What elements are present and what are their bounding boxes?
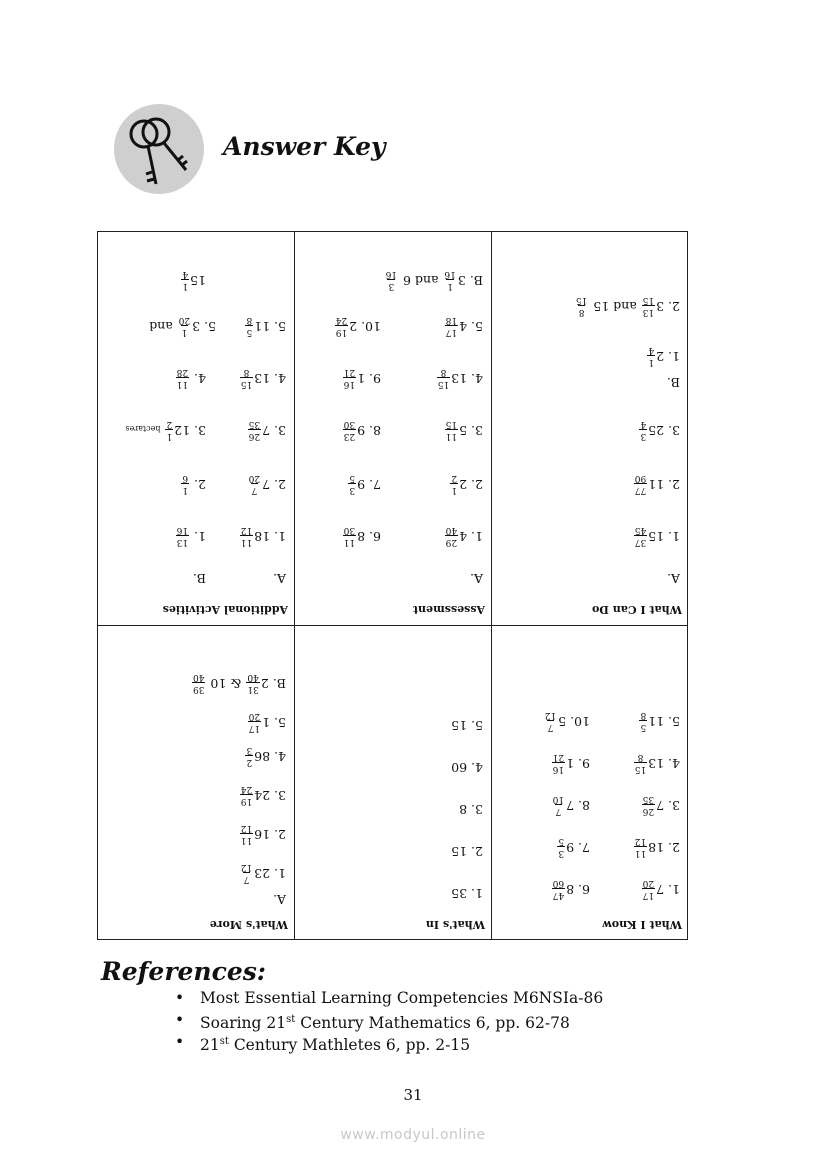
answer-text: A.	[272, 571, 286, 586]
numerator: 23	[343, 431, 356, 441]
answer-text: and 15	[593, 299, 637, 314]
answer-text: A.	[272, 892, 286, 907]
cell-header: Additional Activities	[162, 603, 288, 616]
denominator: 4	[648, 345, 655, 355]
answer-text: 2. 2	[459, 477, 483, 492]
numerator: 16	[343, 379, 356, 389]
fraction	[343, 367, 356, 388]
fraction	[634, 525, 647, 546]
answer-text: 6. 8	[357, 529, 381, 544]
answer-item	[247, 473, 286, 494]
numerator: 7	[547, 722, 554, 732]
answer-text: 2. 16	[254, 827, 286, 842]
answer-text: B.	[192, 571, 206, 586]
answer-text: 3. 25	[648, 423, 680, 438]
numerator: 5	[246, 327, 253, 337]
numerator: 13	[642, 307, 655, 317]
answer-text: 4. 86	[254, 749, 286, 764]
denominator: 40	[193, 672, 205, 682]
answer-item	[175, 525, 206, 546]
answer-item	[646, 345, 680, 366]
fraction	[552, 752, 565, 773]
answer-text: 1. 7	[656, 882, 680, 897]
denominator: 12	[240, 862, 253, 872]
numerator: 3	[640, 431, 647, 441]
answer-text: 7. 9	[357, 477, 381, 492]
answer-text: 5. 3	[192, 319, 216, 334]
answer-item	[436, 367, 483, 388]
answer-item	[451, 761, 483, 774]
numerator: 7	[251, 485, 258, 495]
numerator: 1	[648, 357, 655, 367]
fraction	[552, 794, 565, 815]
numerator: 19	[335, 327, 348, 337]
answer-text: B.	[666, 375, 680, 390]
answer-item	[384, 269, 483, 290]
answer-text: & 10	[210, 676, 242, 691]
answer-item	[633, 752, 680, 773]
denominator: 12	[240, 525, 253, 535]
fraction	[192, 672, 205, 693]
answer-text: 5. 4	[459, 319, 483, 334]
denominator: 4	[182, 269, 189, 279]
numerator: 5	[640, 722, 647, 732]
answer-item	[641, 878, 680, 899]
keys-icon	[114, 104, 204, 194]
answer-item	[638, 710, 680, 731]
numerator: 15	[634, 764, 647, 774]
reference-text: Soaring 21	[200, 1014, 287, 1033]
denominator: 10	[552, 794, 565, 804]
answer-text: 10. 5	[558, 714, 590, 729]
numerator: 7	[555, 806, 562, 816]
reference-sup: st	[286, 1014, 296, 1025]
fraction	[240, 525, 253, 546]
answer-item	[342, 419, 381, 440]
numerator: 15	[240, 379, 253, 389]
answer-text: 1. 35	[451, 886, 483, 901]
fraction	[165, 419, 173, 440]
cell-whats-in	[295, 626, 491, 939]
denominator: 12	[634, 836, 647, 846]
denominator: 15	[642, 295, 655, 305]
fraction	[450, 473, 458, 494]
denominator: 40	[445, 525, 458, 535]
numerator: 3	[388, 281, 395, 291]
reference-item	[175, 1033, 603, 1055]
answer-item	[239, 525, 286, 546]
answer-item	[444, 525, 483, 546]
denominator: 16	[385, 269, 398, 279]
reference-text: Most Essential Learning Competencies M6NSIa-86	[200, 989, 604, 1007]
answer-item	[449, 473, 483, 494]
answer-item	[239, 823, 286, 844]
answer-item	[641, 794, 680, 815]
fraction	[642, 295, 655, 316]
answer-item	[273, 893, 286, 906]
answer-item	[180, 269, 206, 290]
numerator: 1	[182, 281, 189, 291]
answer-text: 15	[190, 273, 206, 288]
cell-what-i-know	[492, 626, 688, 939]
denominator: 3	[246, 745, 253, 755]
answer-item	[149, 315, 216, 336]
answer-text: 4. 60	[451, 760, 483, 775]
denominator: 16	[176, 525, 189, 535]
fraction	[181, 269, 189, 290]
numerator: 13	[176, 537, 189, 547]
denominator: 20	[178, 315, 191, 325]
numerator: 77	[634, 485, 647, 495]
numerator: 11	[240, 537, 253, 547]
answer-text: 2. 11	[648, 477, 680, 492]
numerator: 17	[445, 327, 458, 337]
denominator: 30	[343, 419, 356, 429]
denominator: 40	[247, 672, 259, 682]
numerator: 11	[240, 835, 253, 845]
fraction	[240, 367, 253, 388]
denominator: 8	[246, 315, 253, 325]
fraction	[445, 419, 458, 440]
fraction	[245, 315, 253, 336]
fraction	[246, 672, 259, 693]
answer-item	[193, 572, 206, 585]
answer-text: 3. 7	[656, 798, 680, 813]
answer-item	[633, 473, 680, 494]
numerator: 26	[642, 806, 655, 816]
denominator: 60	[552, 878, 565, 888]
denominator: 15	[575, 295, 588, 305]
reference-text: Century Mathematics 6, pp. 62-78	[295, 1014, 570, 1033]
numerator: 15	[437, 379, 450, 389]
answer-text: 5. 11	[254, 319, 286, 334]
numerator: 39	[193, 684, 205, 694]
denominator: 30	[343, 525, 356, 535]
fraction	[343, 525, 356, 546]
answer-text: 4. 13	[648, 756, 680, 771]
fraction	[385, 269, 398, 290]
denominator: 20	[248, 711, 261, 721]
numerator: 1	[166, 431, 173, 441]
reference-sup: st	[219, 1036, 229, 1047]
fraction	[245, 745, 253, 766]
fraction	[176, 525, 189, 546]
answer-text: 2.	[194, 477, 206, 492]
answer-text: 1. 15	[648, 529, 680, 544]
cell-additional-activities	[98, 232, 294, 624]
denominator: 24	[240, 784, 253, 794]
numerator: 19	[240, 796, 253, 806]
answer-text: 1. 18	[254, 529, 286, 544]
answer-item	[342, 367, 381, 388]
numerator: 1	[447, 281, 454, 291]
answer-text: 2. 15	[451, 844, 483, 859]
references-list	[175, 989, 603, 1055]
answer-item	[451, 845, 483, 858]
answer-item	[273, 572, 286, 585]
cell-header: Assessment	[412, 603, 485, 616]
cell-assessment	[295, 232, 491, 624]
reference-item	[175, 1011, 603, 1033]
denominator: 24	[335, 315, 348, 325]
fraction	[437, 367, 450, 388]
answer-item	[334, 315, 381, 336]
fraction	[240, 862, 253, 883]
answer-text: 3. 5	[459, 423, 483, 438]
denominator: 2	[451, 473, 458, 483]
denominator: 15	[445, 419, 458, 429]
answer-text: 7. 9	[566, 840, 590, 855]
cell-whats-more	[98, 626, 294, 939]
fraction	[634, 473, 647, 494]
fraction	[343, 419, 356, 440]
numerator: 11	[445, 431, 458, 441]
fraction	[248, 711, 261, 732]
answer-item	[633, 525, 680, 546]
answer-item	[125, 419, 206, 440]
answer-text: 1. 2	[656, 349, 680, 364]
fraction	[181, 473, 189, 494]
denominator: 20	[642, 878, 655, 888]
answer-item	[551, 752, 590, 773]
cell-header: What I Know	[602, 918, 682, 931]
answer-item	[574, 295, 680, 316]
answer-item	[342, 525, 381, 546]
answer-text: 4.	[194, 371, 206, 386]
answer-item	[543, 710, 590, 731]
numerator: 31	[247, 684, 259, 694]
answer-item	[444, 419, 483, 440]
fraction	[552, 878, 565, 899]
answer-text: 5. 11	[648, 714, 680, 729]
fraction	[248, 419, 261, 440]
answer-text: B. 2	[260, 676, 286, 691]
answer-key-table	[97, 231, 688, 940]
answer-item	[191, 672, 286, 693]
denominator: 21	[552, 752, 565, 762]
fraction	[634, 752, 647, 773]
denominator: 8	[243, 367, 250, 377]
denominator: 16	[444, 269, 456, 279]
answer-item	[551, 794, 590, 815]
numerator: 37	[634, 537, 647, 547]
answer-item	[239, 862, 286, 883]
answer-text: and 6	[403, 273, 439, 288]
page-number: 31	[403, 1086, 423, 1104]
fraction	[240, 784, 253, 805]
answer-item	[444, 315, 483, 336]
fraction	[240, 823, 253, 844]
denominator: 5	[558, 836, 565, 846]
answer-item	[556, 836, 590, 857]
cell-header: What I Can Do	[592, 603, 682, 616]
answer-text: 2. 18	[648, 840, 680, 855]
denominator: 28	[176, 367, 189, 377]
answer-text: A.	[469, 571, 483, 586]
answer-item	[247, 711, 286, 732]
watermark: www.modyul.online	[340, 1127, 486, 1143]
answer-text: 5. 15	[451, 718, 483, 733]
numerator: 17	[642, 890, 655, 900]
answer-item	[451, 887, 483, 900]
answer-text: 3. 8	[459, 802, 483, 817]
fraction	[639, 710, 647, 731]
answer-item	[239, 367, 286, 388]
answer-text: 6. 8	[566, 882, 590, 897]
fraction	[575, 295, 588, 316]
answer-item	[459, 803, 483, 816]
answer-item	[667, 572, 680, 585]
numerator: 11	[634, 848, 647, 858]
answer-item	[551, 878, 590, 899]
fraction	[634, 836, 647, 857]
denominator: 12	[240, 823, 253, 833]
numerator: 1	[451, 485, 458, 495]
fraction	[557, 836, 565, 857]
denominator: 35	[248, 419, 261, 429]
fraction	[544, 710, 557, 731]
answer-text: 2. 7	[262, 477, 286, 492]
answer-item	[239, 784, 286, 805]
answer-text: 8. 9	[357, 423, 381, 438]
fraction	[348, 473, 356, 494]
answer-item	[180, 473, 206, 494]
answer-item	[633, 836, 680, 857]
answer-text: 9. 1	[566, 756, 590, 771]
numerator: 26	[248, 431, 261, 441]
numerator: 1	[181, 327, 188, 337]
answer-text: 3. 24	[254, 788, 286, 803]
denominator: 8	[440, 367, 447, 377]
denominator: 18	[445, 315, 458, 325]
answer-item	[175, 367, 206, 388]
denominator: 2	[166, 419, 173, 429]
numerator: 3	[349, 485, 356, 495]
denominator: 90	[634, 473, 647, 483]
numerator: 16	[552, 764, 565, 774]
cell-header: What's In	[425, 918, 485, 931]
fraction	[445, 525, 458, 546]
answer-text: 3. 7	[262, 423, 286, 438]
answer-text: hectares	[125, 424, 161, 433]
denominator: 45	[634, 525, 647, 535]
page-title: Answer Key	[223, 132, 386, 161]
answer-text: 3. 12	[174, 423, 206, 438]
answer-item	[638, 419, 680, 440]
answer-text: 2. 3	[656, 299, 680, 314]
numerator: 11	[343, 537, 356, 547]
cell-what-i-can-do	[492, 232, 688, 624]
denominator: 6	[182, 473, 189, 483]
references-title: References:	[101, 957, 267, 986]
reference-item	[175, 989, 603, 1011]
denominator: 8	[637, 752, 644, 762]
numerator: 47	[552, 890, 565, 900]
numerator: 29	[445, 537, 458, 547]
answer-item	[244, 315, 286, 336]
answer-text: 1.	[194, 529, 206, 544]
answer-text: 1. 23	[254, 866, 286, 881]
fraction	[642, 878, 655, 899]
denominator: 5	[349, 473, 356, 483]
denominator: 35	[642, 794, 655, 804]
fraction	[443, 269, 456, 290]
answer-text: B. 3	[457, 273, 483, 288]
fraction	[335, 315, 348, 336]
answer-text: 1. 4	[459, 529, 483, 544]
fraction	[248, 473, 261, 494]
fraction	[178, 315, 191, 336]
answer-text: 9. 1	[357, 371, 381, 386]
reference-text: 21	[200, 1036, 220, 1055]
fraction	[642, 794, 655, 815]
answer-item	[247, 419, 286, 440]
denominator: 4	[640, 419, 647, 429]
answer-item	[244, 745, 286, 766]
numerator: 2	[246, 757, 253, 767]
numerator: 11	[176, 379, 189, 389]
numerator: 8	[578, 307, 585, 317]
fraction	[445, 315, 458, 336]
numerator: 17	[248, 723, 261, 733]
answer-text: A.	[666, 571, 680, 586]
answer-text: 5. 1	[262, 715, 286, 730]
answer-text: 4. 13	[254, 371, 286, 386]
reference-text: Century Mathletes 6, pp. 2-15	[228, 1036, 471, 1055]
numerator: 1	[182, 485, 189, 495]
numerator: 3	[558, 848, 565, 858]
answer-item	[470, 572, 483, 585]
cell-header: What's More	[209, 918, 288, 931]
answer-text: 8. 7	[566, 798, 590, 813]
answer-item	[451, 719, 483, 732]
fraction	[176, 367, 189, 388]
answer-item	[347, 473, 381, 494]
answer-item	[667, 376, 680, 389]
numerator: 7	[243, 874, 250, 884]
denominator: 21	[343, 367, 356, 377]
answer-text: 10. 2	[349, 319, 381, 334]
denominator: 12	[544, 710, 557, 720]
fraction	[647, 345, 655, 366]
answer-text: and	[149, 319, 173, 334]
denominator: 8	[640, 710, 647, 720]
denominator: 20	[248, 473, 261, 483]
answer-text: 4. 13	[451, 371, 483, 386]
fraction	[639, 419, 647, 440]
